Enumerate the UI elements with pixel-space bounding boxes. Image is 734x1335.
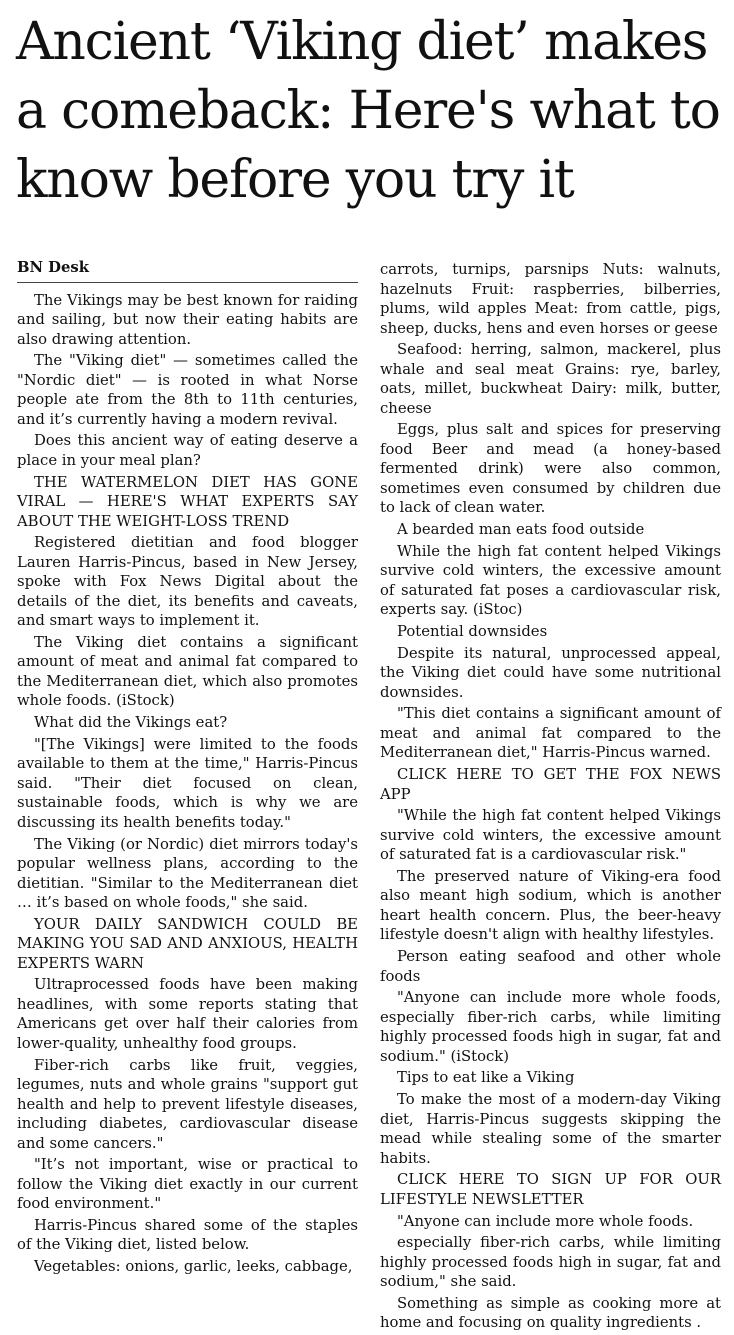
paragraph: Eggs, plus salt and spices for preserving food Beer and mead (a honey-based fermented drink) were also common, sometimes even consumed by children due to lack of clean water.: [380, 421, 721, 517]
paragraph: especially fiber-rich carbs, while limiting highly processed foods high in sugar, fat and sodium," she said.: [380, 1234, 721, 1291]
image-caption: A bearded man eats food outside: [397, 521, 645, 539]
paragraph: "While the high fat content helped Vikings survive cold winters, the excessive amount of saturated fat is a cardiovascular risk.": [380, 807, 721, 864]
paragraph: Something as simple as cooking more at home and focusing on quality ingredients .: [380, 1294, 721, 1332]
image-caption: While the high fat content helped Vikings survive cold winters, the excessive amount of saturated fat poses a cardiovascular risk, experts say. (iStoc): [380, 542, 721, 619]
paragraph: Despite its natural, unprocessed appeal, the Viking diet could have some nutritional downsides.: [380, 644, 721, 701]
paragraph: Ultraprocessed foods have been making headlines, with some reports stating that Americans get over half their calories from lower-quality, unhealthy food groups.: [17, 976, 358, 1052]
paragraph: "It’s not important, wise or practical to follow the Viking diet exactly in our current food environment.": [17, 1156, 358, 1213]
subheading: Tips to eat like a Viking: [397, 1069, 575, 1087]
paragraph: To make the most of a modern-day Viking diet, Harris-Pincus suggests skipping the mead while stealing some of the smarter habits.: [380, 1091, 721, 1167]
paragraph: Does this ancient way of eating deserve a place in your meal plan?: [17, 432, 358, 469]
promo-link[interactable]: CLICK HERE TO GET THE FOX NEWS APP: [380, 766, 721, 803]
paragraph: "[The Vikings] were limited to the foods available to them at the time," Harris-Pincus said. "Their diet focused on clean, sustainable foods, which is why we are discussing its health benefits today.": [17, 735, 358, 831]
image-caption: Person eating seafood and other whole foods: [380, 948, 721, 985]
subheading: What did the Vikings eat?: [34, 714, 228, 732]
paragraph: Fiber-rich carbs like fruit, veggies, legumes, nuts and whole grains "support gut health and help to prevent lifestyle diseases, including diabetes, cardiovascular disease and some cancers.": [17, 1056, 358, 1152]
paragraph: Seafood: herring, salmon, mackerel, plus whale and seal meat Grains: rye, barley, oats, millet, buckwheat Dairy: milk, butter, cheese: [380, 341, 721, 417]
related-link[interactable]: YOUR DAILY SANDWICH COULD BE MAKING YOU SAD AND ANXIOUS, HEALTH EXPERTS WARN: [17, 915, 358, 972]
paragraph: Vegetables: onions, garlic, leeks, cabbage,: [34, 1258, 353, 1276]
right-column: [380, 260, 721, 1335]
paragraph: The preserved nature of Viking-era food also meant high sodium, which is another heart health concern. Plus, the beer-heavy lifestyle doesn't align with healthy lifestyles.: [380, 867, 721, 944]
promo-link[interactable]: CLICK HERE TO SIGN UP FOR OUR LIFESTYLE NEWSLETTER: [380, 1171, 721, 1208]
headline: Ancient ‘Viking diet’ makes a comeback: Here's what to know before you try it: [16, 12, 720, 210]
related-link[interactable]: THE WATERMELON DIET HAS GONE VIRAL — HERE'S WHAT EXPERTS SAY ABOUT THE WEIGHT-LOSS TREND: [17, 473, 358, 530]
paragraph-continued: carrots, turnips, parsnips Nuts: walnuts, hazelnuts Fruit: raspberries, bilberries, plums, wild apples Meat: from cattle, pigs, sheep, ducks, hens and even horses or geese: [380, 261, 721, 337]
subheading: Potential downsides: [397, 622, 548, 640]
left-column: [17, 258, 358, 1279]
paragraph: "This diet contains a significant amount of meat and animal fat compared to the Mediterranean diet," Harris-Pincus warned.: [380, 705, 721, 762]
paragraph: Registered dietitian and food blogger Lauren Harris-Pincus, based in New Jersey, spoke with Fox News Digital about the details of the diet, its benefits and caveats, and smart ways to implement it.: [17, 534, 358, 630]
paragraph: Harris-Pincus shared some of the staples of the Viking diet, listed below.: [17, 1216, 358, 1254]
paragraph: The Viking (or Nordic) diet mirrors today's popular wellness plans, according to the dietitian. "Similar to the Mediterranean diet … it’s based on whole foods," she said.: [17, 835, 358, 911]
paragraph: "Anyone can include more whole foods.: [397, 1212, 694, 1230]
paragraph: The "Viking diet" — sometimes called the "Nordic diet" — is rooted in what Norse people ate from the 8th to 11th centuries, and it’s currently having a modern revival.: [17, 352, 358, 428]
byline: BN Desk: [17, 259, 90, 276]
byline-divider: [17, 282, 358, 283]
image-caption: The Viking diet contains a significant amount of meat and animal fat compared to the Mediterranean diet, which also promotes whole foods. (iStock): [17, 633, 358, 710]
image-caption: "Anyone can include more whole foods, especially fiber-rich carbs, while limiting highly processed foods high in sugar, fat and sodium." (iStock): [380, 989, 721, 1065]
paragraph: The Vikings may be best known for raiding and sailing, but now their eating habits are also drawing attention.: [17, 291, 358, 348]
